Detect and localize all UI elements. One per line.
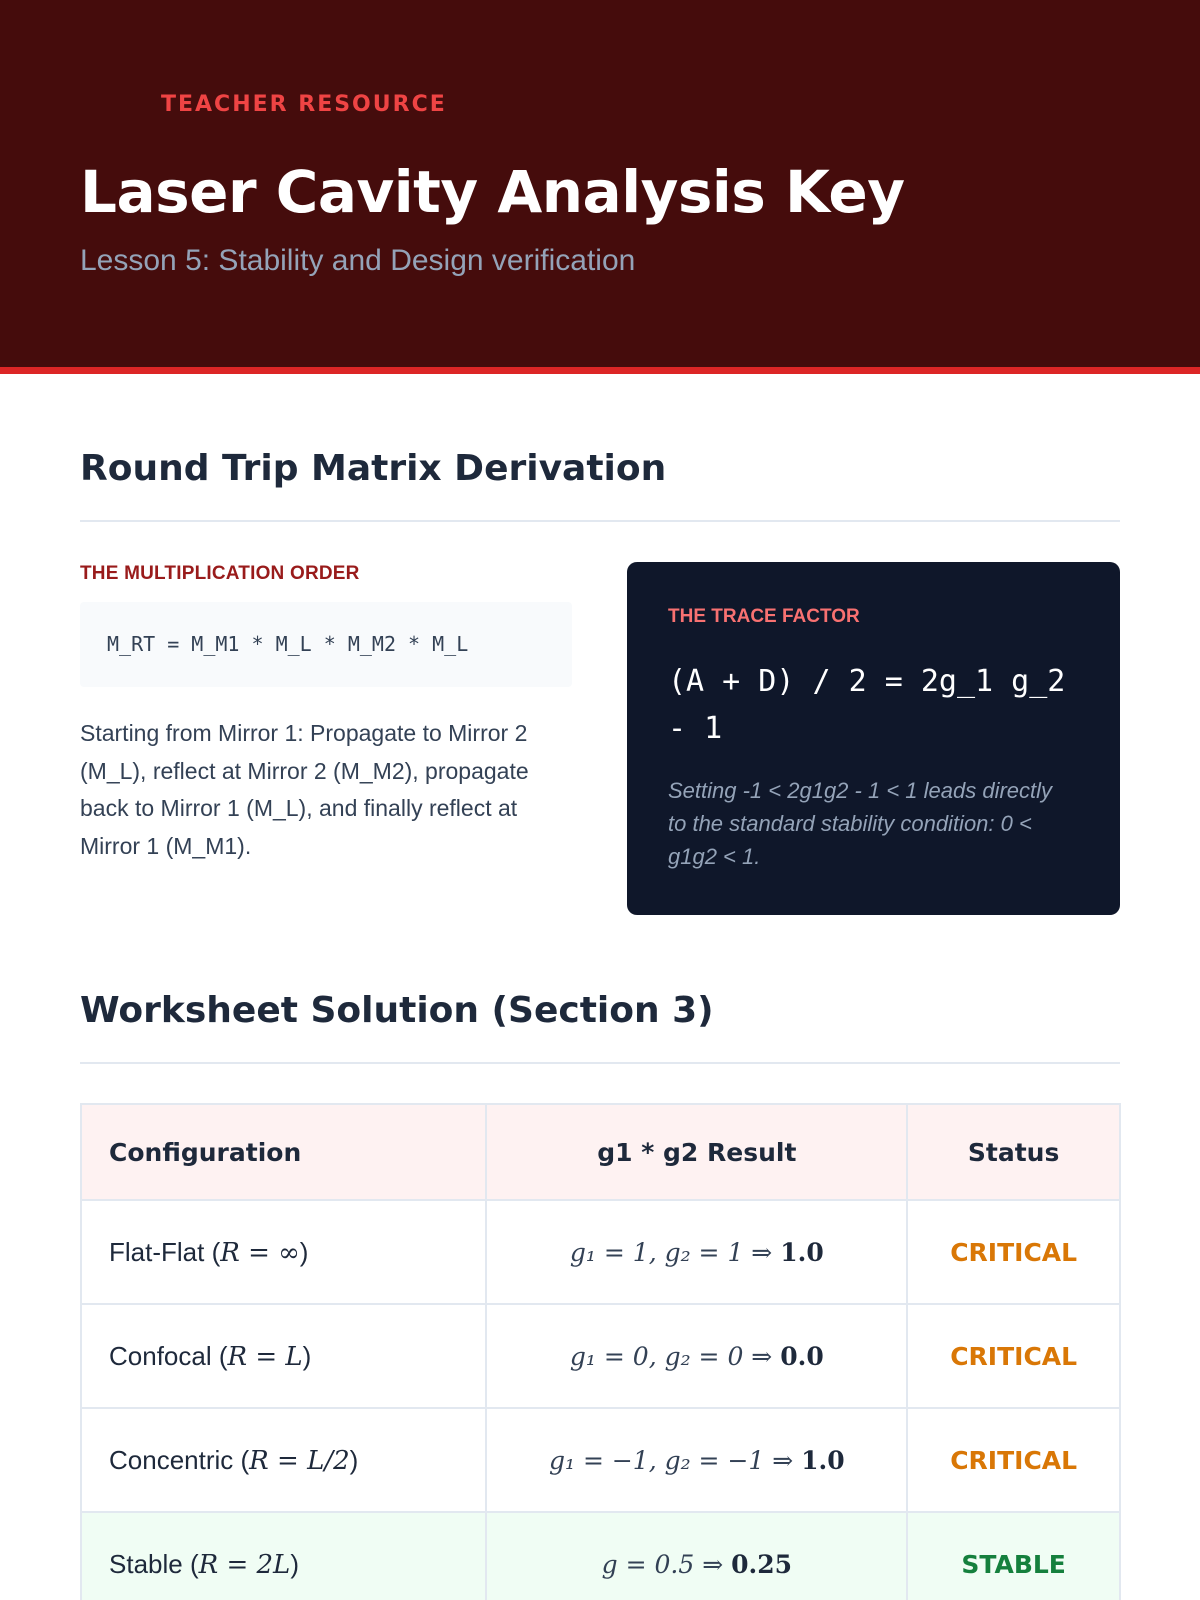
section-heading-worksheet: Worksheet Solution (Section 3) [80, 990, 714, 1031]
config-cell: Stable (R = 2L) [81, 1512, 486, 1600]
result-value: 0.0 [780, 1341, 824, 1371]
order-formula: M_RT = M_M1 * M_L * M_M2 * M_L [107, 632, 469, 656]
config-condition: R = 2L [198, 1549, 291, 1580]
config-name: Confocal [109, 1340, 212, 1371]
status-cell [907, 1408, 1120, 1512]
trace-formula: (A + D) / 2 = 2g_1 g_2 - 1 [668, 664, 1066, 746]
order-formula-box [80, 602, 572, 687]
result-cell [486, 1408, 907, 1512]
trace-factor-label: THE TRACE FACTOR [668, 606, 860, 627]
result-expression: g₁ = −1, g₂ = −1 ⇒ [548, 1445, 794, 1475]
column-header-configuration: Configuration [81, 1104, 486, 1200]
trace-factor-card [627, 562, 1120, 915]
status-cell [907, 1304, 1120, 1408]
column-header-result: g1 * g2 Result [486, 1104, 907, 1200]
result-value: 1.0 [780, 1237, 824, 1267]
column-header-status: Status [907, 1104, 1120, 1200]
config-name: Concentric [109, 1444, 234, 1475]
result-cell [486, 1512, 907, 1600]
config-cell: Confocal (R = L) [81, 1304, 486, 1408]
config-condition: R = L [227, 1341, 303, 1372]
order-description: Starting from Mirror 1: Propagate to Mirror 2 (M_L), reflect at Mirror 2 (M_M2), propagate back to Mirror 1 (M_L), and finally reflect at Mirror 1 (M_M1). [80, 720, 529, 859]
config-name: Flat-Flat [109, 1236, 205, 1267]
trace-note: Setting -1 < 2g1g2 - 1 < 1 leads directly to the standard stability condition: 0 < g1g2 < 1. [668, 778, 1053, 869]
section-divider [80, 1062, 1120, 1064]
table-header-row [81, 1104, 1120, 1200]
result-value: 0.25 [731, 1549, 792, 1579]
result-expression: g₁ = 0, g₂ = 0 ⇒ [569, 1341, 773, 1371]
table-row [81, 1512, 1120, 1600]
config-cell: Flat-Flat (R = ∞) [81, 1200, 486, 1304]
result-expression: g = 0.5 ⇒ [601, 1549, 724, 1579]
worksheet-table [80, 1103, 1121, 1600]
status-badge: CRITICAL [950, 1237, 1078, 1267]
result-cell [486, 1304, 907, 1408]
result-expression: g₁ = 1, g₂ = 1 ⇒ [569, 1237, 773, 1267]
result-cell [486, 1200, 907, 1304]
status-cell [907, 1512, 1120, 1600]
config-name: Stable [109, 1548, 183, 1579]
status-badge: CRITICAL [950, 1341, 1078, 1371]
result-value: 1.0 [801, 1445, 845, 1475]
table-row [81, 1200, 1120, 1304]
status-badge: CRITICAL [950, 1445, 1078, 1475]
config-condition: R = ∞ [220, 1237, 300, 1268]
page-title: Laser Cavity Analysis Key [80, 158, 905, 226]
table-row [81, 1408, 1120, 1512]
multiplication-order-label: THE MULTIPLICATION ORDER [80, 563, 360, 584]
status-cell [907, 1200, 1120, 1304]
table-row [81, 1304, 1120, 1408]
page-header [0, 0, 1200, 374]
config-cell: Concentric (R = L/2) [81, 1408, 486, 1512]
section-divider [80, 520, 1120, 522]
page-subtitle: Lesson 5: Stability and Design verification [80, 244, 636, 277]
section-heading-round-trip: Round Trip Matrix Derivation [80, 448, 667, 489]
header-kicker: TEACHER RESOURCE [161, 92, 447, 117]
config-condition: R = L/2 [249, 1445, 350, 1476]
status-badge: STABLE [961, 1549, 1066, 1579]
